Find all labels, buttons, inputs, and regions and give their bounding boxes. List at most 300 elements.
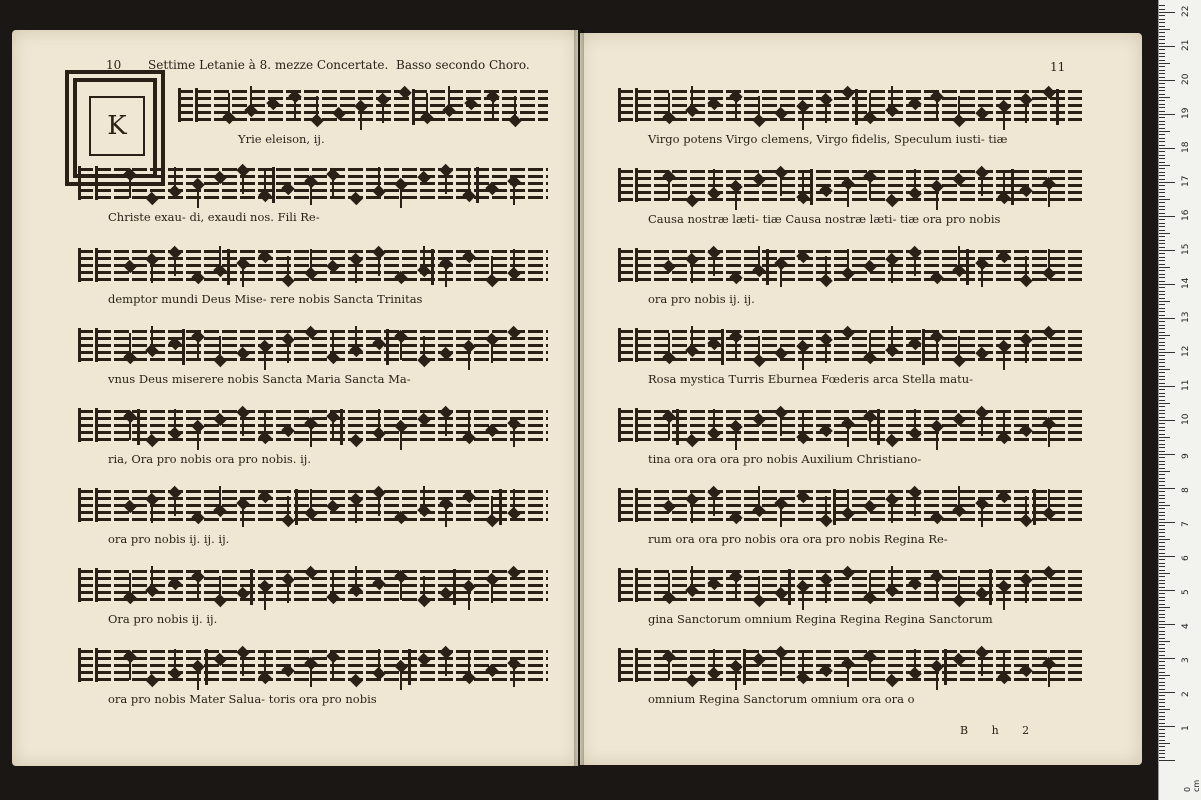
clef-mark	[78, 166, 98, 200]
staff-line	[78, 504, 548, 507]
ruler-tick	[1159, 94, 1165, 95]
note-stem	[445, 265, 447, 287]
music-staff	[618, 650, 1082, 682]
bar-line	[431, 249, 434, 285]
note-stem	[936, 578, 938, 600]
note-stem	[378, 649, 380, 671]
ruler-tick	[1159, 243, 1165, 244]
note-stem	[869, 418, 871, 440]
ruler-tick	[1159, 685, 1165, 686]
note-stem	[378, 494, 380, 516]
note-stem	[758, 336, 760, 358]
note-stem	[332, 418, 334, 440]
ruler-tick	[1159, 498, 1165, 499]
note-stem	[713, 409, 715, 431]
ruler-tick	[1159, 740, 1165, 741]
ruler-label: 11	[1181, 379, 1191, 391]
note-stem	[936, 428, 938, 450]
note-stem	[197, 338, 199, 360]
note-stem	[378, 409, 380, 431]
note-stem	[1003, 173, 1005, 195]
note-stem	[668, 658, 670, 680]
ruler-tick	[1159, 753, 1165, 754]
left-page-number: 10	[106, 58, 122, 72]
note-stem	[958, 96, 960, 118]
note-stem	[219, 246, 221, 268]
staff-line	[618, 431, 1082, 434]
ruler-tick	[1159, 393, 1165, 394]
note-stem	[668, 178, 670, 200]
note-stem	[468, 653, 470, 675]
note-stem	[151, 501, 153, 523]
note-stem	[668, 573, 670, 595]
ruler-tick	[1159, 542, 1165, 543]
staff-line	[618, 598, 1082, 601]
bar-line	[966, 249, 969, 285]
ruler-tick	[1159, 536, 1165, 537]
note-stem	[400, 668, 402, 690]
clef-mark	[618, 168, 638, 202]
staff-line	[78, 490, 548, 493]
ruler-tick	[1159, 138, 1165, 139]
ruler-tick	[1159, 9, 1165, 10]
note-stem	[287, 496, 289, 518]
note-stem	[735, 98, 737, 120]
note-stem	[869, 658, 871, 680]
note-stem	[129, 573, 131, 595]
ruler-tick	[1159, 617, 1165, 618]
ruler-tick	[1159, 478, 1165, 479]
note-stem	[445, 505, 447, 527]
ruler-tick	[1159, 355, 1165, 356]
ruler-label: 21	[1181, 39, 1191, 51]
note-stem	[981, 414, 983, 436]
note-stem	[513, 665, 515, 687]
ruler-tick	[1159, 117, 1165, 118]
note-stem	[936, 668, 938, 690]
note-stem	[423, 246, 425, 268]
ruler-label: 13	[1181, 311, 1191, 323]
ruler-tick	[1159, 604, 1165, 605]
note-stem	[802, 413, 804, 435]
ruler-tick	[1159, 77, 1165, 78]
signature-mark: B h 2	[960, 724, 1040, 737]
ruler-tick	[1159, 141, 1165, 142]
note-stem	[310, 425, 312, 447]
note-stem	[310, 249, 312, 271]
note-stem	[958, 576, 960, 598]
note-stem	[735, 578, 737, 600]
ruler-label: 17	[1181, 175, 1191, 187]
staff-line	[78, 250, 548, 253]
ruler-tick	[1159, 240, 1165, 241]
music-staff	[618, 570, 1082, 602]
note-stem	[468, 413, 470, 435]
ruler-tick	[1159, 678, 1165, 679]
staff-line	[618, 358, 1082, 361]
ruler-tick	[1159, 189, 1165, 190]
ruler-tick	[1159, 634, 1165, 635]
note-stem	[691, 566, 693, 588]
ruler-tick	[1159, 712, 1165, 713]
ruler-tick	[1159, 359, 1165, 360]
ruler-tick	[1159, 325, 1165, 326]
note-stem	[668, 418, 670, 440]
staff-line	[618, 410, 1082, 413]
header-title: Settime Letanie à 8. mezze Concertate.	[148, 58, 389, 72]
note-stem	[310, 183, 312, 205]
book-gutter	[574, 30, 584, 766]
initial-box	[89, 96, 145, 156]
lyrics-line: Rosa mystica Turris Eburnea Fœderis arca Stella matu-	[648, 372, 974, 386]
lyrics-line: Virgo potens Virgo clemens, Virgo fidelis, Speculum iusti- tiæ	[648, 132, 1008, 146]
music-staff	[618, 250, 1082, 282]
note-stem	[936, 188, 938, 210]
ruler-label: 3	[1181, 657, 1191, 663]
note-stem	[1003, 413, 1005, 435]
measurement-ruler	[1158, 0, 1201, 800]
note-stem	[780, 265, 782, 287]
note-stem	[1025, 341, 1027, 363]
note-stem	[1048, 489, 1050, 511]
note-stem	[426, 93, 428, 115]
note-stem	[316, 96, 318, 118]
ruler-tick	[1159, 481, 1165, 482]
lyrics-line: vnus Deus miserere nobis Sancta Maria Sancta Ma-	[108, 372, 411, 386]
note-stem	[802, 348, 804, 370]
ruler-tick	[1159, 461, 1165, 462]
note-stem	[355, 566, 357, 588]
ruler-tick	[1159, 172, 1165, 173]
ruler-tick	[1159, 257, 1165, 258]
staff-line	[618, 118, 1082, 121]
staff-line	[78, 358, 548, 361]
note-stem	[445, 172, 447, 194]
ruler-tick	[1159, 573, 1170, 574]
ruler-tick	[1159, 515, 1165, 516]
note-stem	[242, 414, 244, 436]
ruler-tick	[1159, 260, 1165, 261]
ruler-tick	[1159, 73, 1165, 74]
ruler-tick	[1159, 434, 1165, 435]
note-stem	[491, 496, 493, 518]
note-stem	[468, 588, 470, 610]
note-stem	[958, 246, 960, 268]
note-stem	[287, 256, 289, 278]
ruler-tick	[1159, 583, 1165, 584]
ruler-tick	[1159, 532, 1165, 533]
note-stem	[869, 573, 871, 595]
music-staff	[78, 168, 548, 200]
ruler-tick	[1159, 182, 1175, 183]
note-stem	[735, 428, 737, 450]
note-stem	[310, 489, 312, 511]
music-staff	[78, 410, 548, 442]
lyrics-line: rum ora ora pro nobis ora ora pro nobis Regina Re-	[648, 532, 948, 546]
staff-line	[618, 250, 1082, 253]
staff-line	[78, 598, 548, 601]
ruler-tick	[1159, 760, 1175, 761]
ruler-tick	[1159, 648, 1165, 649]
ruler-tick	[1159, 655, 1165, 656]
ruler-tick	[1159, 206, 1165, 207]
ruler-tick	[1159, 192, 1165, 193]
ruler-tick	[1159, 352, 1175, 353]
ruler-tick	[1159, 165, 1170, 166]
ruler-tick	[1159, 451, 1165, 452]
ruler-tick	[1159, 389, 1165, 390]
ruler-tick	[1159, 223, 1165, 224]
staff-line	[618, 504, 1082, 507]
note-stem	[981, 265, 983, 287]
ruler-tick	[1159, 230, 1165, 231]
ruler-tick	[1159, 60, 1165, 61]
ruler-tick	[1159, 236, 1165, 237]
ruler-tick	[1159, 301, 1170, 302]
note-stem	[713, 649, 715, 671]
ruler-tick	[1159, 247, 1165, 248]
ruler-tick	[1159, 638, 1165, 639]
bar-line	[855, 89, 858, 125]
bar-line	[476, 167, 479, 203]
note-stem	[1048, 425, 1050, 447]
ruler-label: 6	[1181, 555, 1191, 561]
note-stem	[264, 413, 266, 435]
ruler-tick	[1159, 335, 1170, 336]
ruler-tick	[1159, 46, 1175, 47]
ruler-tick	[1159, 729, 1165, 730]
note-stem	[228, 93, 230, 115]
ruler-tick	[1159, 423, 1165, 424]
ruler-tick	[1159, 36, 1165, 37]
note-stem	[242, 172, 244, 194]
note-stem	[468, 348, 470, 370]
music-staff	[618, 90, 1082, 122]
note-stem	[825, 341, 827, 363]
note-stem	[1048, 665, 1050, 687]
bar-line	[766, 249, 769, 285]
ruler-tick	[1159, 607, 1170, 608]
ruler-tick	[1159, 216, 1175, 217]
ruler-tick	[1159, 281, 1165, 282]
ruler-tick	[1159, 661, 1165, 662]
clef-mark	[78, 248, 98, 282]
note-stem	[981, 174, 983, 196]
note-stem	[197, 428, 199, 450]
ruler-label: 16	[1181, 209, 1191, 221]
note-stem	[1025, 581, 1027, 603]
ruler-tick	[1159, 502, 1165, 503]
note-stem	[691, 261, 693, 283]
note-stem	[129, 418, 131, 440]
ruler-tick	[1159, 689, 1165, 690]
ruler-tick	[1159, 491, 1165, 492]
ruler-tick	[1159, 692, 1175, 693]
ruler-tick	[1159, 471, 1170, 472]
note-stem	[332, 176, 334, 198]
ruler-tick	[1159, 90, 1165, 91]
clef-mark	[78, 568, 98, 602]
ruler-tick	[1159, 587, 1165, 588]
ruler-tick	[1159, 695, 1165, 696]
bar-line	[227, 249, 230, 285]
bar-line	[137, 409, 140, 445]
ruler-tick	[1159, 179, 1165, 180]
ruler-tick	[1159, 519, 1165, 520]
ruler-tick	[1159, 155, 1165, 156]
ruler-tick	[1159, 410, 1165, 411]
note-stem	[151, 566, 153, 588]
clef-mark	[78, 328, 98, 362]
ruler-tick	[1159, 600, 1165, 601]
ruler-tick	[1159, 362, 1165, 363]
note-stem	[802, 173, 804, 195]
note-stem	[713, 254, 715, 276]
ruler-tick	[1159, 706, 1165, 707]
ruler-tick	[1159, 196, 1165, 197]
lyrics-line: omnium Regina Sanctorum omnium ora ora o	[648, 692, 915, 706]
ruler-tick	[1159, 158, 1165, 159]
ruler-label: 20	[1181, 73, 1191, 85]
ruler-tick	[1159, 549, 1165, 550]
note-stem	[891, 261, 893, 283]
ruler-label: 14	[1181, 277, 1191, 289]
note-stem	[914, 169, 916, 191]
ruler-tick	[1159, 383, 1165, 384]
ruler-tick	[1159, 529, 1165, 530]
note-stem	[174, 649, 176, 671]
note-stem	[378, 167, 380, 189]
bar-line	[676, 409, 679, 445]
ruler-tick	[1159, 702, 1165, 703]
note-stem	[174, 409, 176, 431]
ruler-tick	[1159, 556, 1175, 557]
right-page-number: 11	[1050, 60, 1066, 74]
ruler-tick	[1159, 226, 1165, 227]
note-stem	[151, 261, 153, 283]
ruler-tick	[1159, 338, 1165, 339]
ruler-tick	[1159, 644, 1165, 645]
bar-line	[499, 489, 502, 525]
ruler-tick	[1159, 145, 1165, 146]
note-stem	[1025, 101, 1027, 123]
note-stem	[219, 486, 221, 508]
note-stem	[294, 98, 296, 120]
ruler-tick	[1159, 437, 1170, 438]
note-stem	[174, 494, 176, 516]
note-stem	[802, 108, 804, 130]
ruler-tick	[1159, 128, 1165, 129]
ruler-tick	[1159, 345, 1165, 346]
note-stem	[780, 414, 782, 436]
note-stem	[1048, 249, 1050, 271]
ruler-tick	[1159, 485, 1165, 486]
staff-line	[78, 431, 548, 434]
note-stem	[514, 96, 516, 118]
ruler-tick	[1159, 219, 1165, 220]
ruler-tick	[1159, 733, 1165, 734]
ruler-tick	[1159, 376, 1165, 377]
ruler-tick	[1159, 743, 1170, 744]
note-stem	[1003, 108, 1005, 130]
bar-line	[922, 329, 925, 365]
lyrics-line: ria, Ora pro nobis ora pro nobis. ij.	[108, 452, 311, 466]
ruler-tick	[1159, 175, 1165, 176]
ruler-label: 9	[1181, 453, 1191, 459]
note-stem	[332, 573, 334, 595]
ruler-tick	[1159, 464, 1165, 465]
ruler-tick	[1159, 332, 1165, 333]
note-stem	[174, 254, 176, 276]
ruler-tick	[1159, 372, 1165, 373]
note-stem	[264, 588, 266, 610]
clef-mark	[78, 488, 98, 522]
ruler-tick	[1159, 308, 1165, 309]
ruler-tick	[1159, 250, 1175, 251]
lyrics-line: gina Sanctorum omnium Regina Regina Regina Sanctorum	[648, 612, 993, 626]
ruler-tick	[1159, 66, 1165, 67]
ruler-tick	[1159, 651, 1165, 652]
note-stem	[423, 576, 425, 598]
ruler-tick	[1159, 563, 1165, 564]
note-stem	[400, 338, 402, 360]
ruler-tick	[1159, 199, 1170, 200]
ruler-tick	[1159, 70, 1165, 71]
ruler-tick	[1159, 270, 1165, 271]
bar-line	[412, 89, 415, 125]
ruler-tick	[1159, 750, 1165, 751]
ruler-tick	[1159, 665, 1165, 666]
ruler-tick	[1159, 100, 1165, 101]
ruler-label: 15	[1181, 243, 1191, 255]
staff-line	[618, 490, 1082, 493]
ruler-tick	[1159, 26, 1165, 27]
ruler-tick	[1159, 32, 1165, 33]
ruler-tick	[1159, 5, 1165, 6]
note-stem	[914, 649, 916, 671]
ruler-tick	[1159, 386, 1175, 387]
ruler-tick	[1159, 12, 1175, 13]
ruler-tick	[1159, 559, 1165, 560]
note-stem	[378, 254, 380, 276]
note-stem	[668, 333, 670, 355]
ruler-tick	[1159, 63, 1170, 64]
lyrics-line: Yrie eleison, ij.	[238, 132, 325, 146]
note-stem	[825, 581, 827, 603]
staff-line	[78, 650, 548, 653]
note-stem	[735, 338, 737, 360]
ruler-tick	[1159, 420, 1175, 421]
ruler-label: 22	[1181, 5, 1191, 17]
note-stem	[668, 93, 670, 115]
lyrics-line: demptor mundi Deus Mise- rere nobis Sancta Trinitas	[108, 292, 423, 306]
note-stem	[513, 183, 515, 205]
ruler-tick	[1159, 512, 1165, 513]
ruler-tick	[1159, 53, 1165, 54]
music-staff	[78, 490, 548, 522]
bar-line	[295, 489, 298, 525]
ruler-tick	[1159, 631, 1165, 632]
note-stem	[332, 333, 334, 355]
ruler-tick	[1159, 576, 1165, 577]
note-stem	[847, 665, 849, 687]
ruler-tick	[1159, 675, 1170, 676]
ruler-tick	[1159, 264, 1165, 265]
ruler-tick	[1159, 400, 1165, 401]
note-stem	[847, 249, 849, 271]
ruler-tick	[1159, 114, 1175, 115]
note-stem	[445, 414, 447, 436]
